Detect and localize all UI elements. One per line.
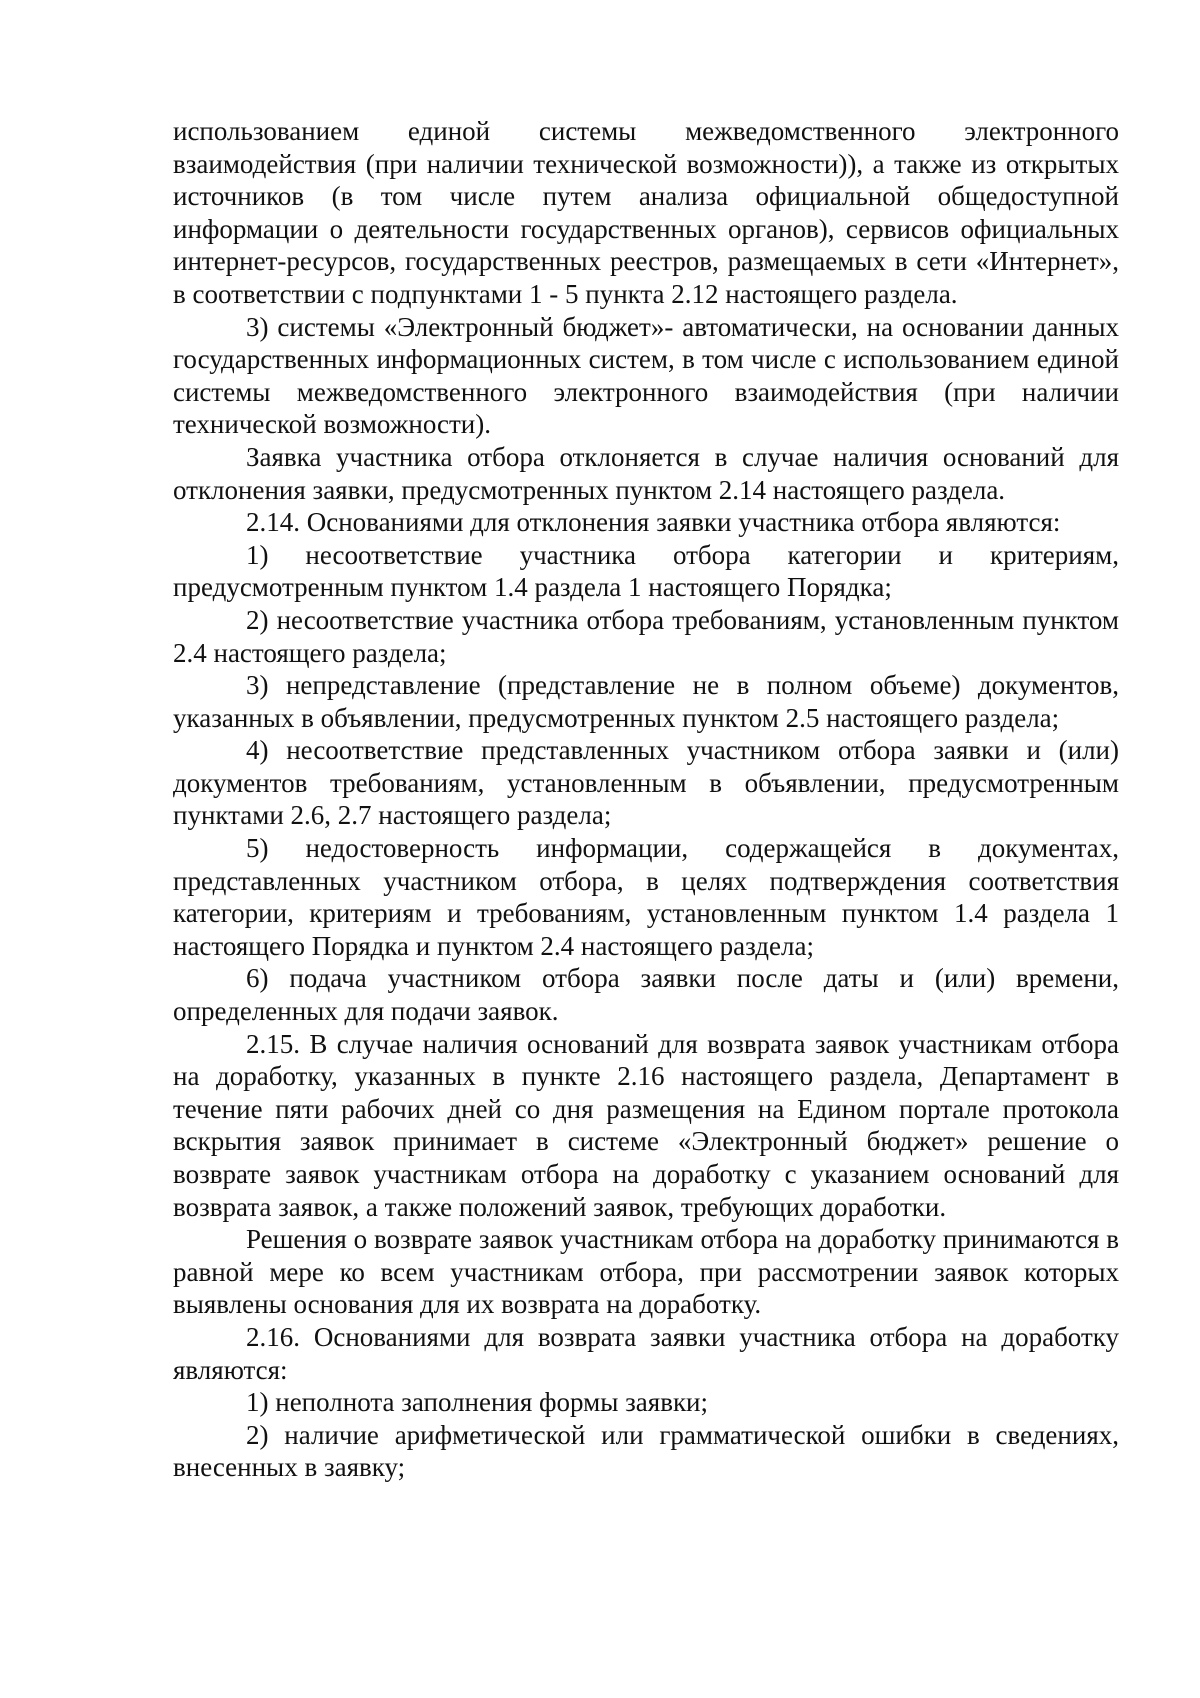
document-body <box>173 115 1119 1484</box>
paragraph-section-2-16: 2.16. Основаниями для возврата заявки участника отбора на доработку являются: <box>173 1321 1119 1385</box>
paragraph-2-16-item-1: 1) неполнота заполнения формы заявки; <box>246 1387 709 1418</box>
paragraph-continuation: использованием единой системы межведомственного электронного взаимодействия (при наличии технической возможности)), а также из открытых источников (в том числе путем анализа официальной общедоступной информации о деятельности государственных органов), сервисов официальных интернет-ресурсов, государственных реестров, размещаемых в сети «Интернет», в соответствии с подпунктами 1 - 5 пункта 2.12 настоящего раздела. <box>173 116 1119 309</box>
paragraph-section-2-15: 2.15. В случае наличия оснований для возврата заявок участникам отбора на доработку, указанных в пункте 2.16 настоящего раздела, Департамент в течение пяти рабочих дней со дня размещения на Едином портале протокола вскрытия заявок принимает в системе «Электронный бюджет» решение о возврате заявок участникам отбора на доработку с указанием оснований для возврата заявок, а также положений заявок, требующих доработки. <box>173 1028 1119 1222</box>
paragraph-section-2-14: 2.14. Основаниями для отклонения заявки участника отбора являются: <box>246 507 1061 538</box>
paragraph-2-14-item-1: 1) несоответствие участника отбора категории и критериям, предусмотренным пунктом 1.4 раздела 1 настоящего Порядка; <box>173 539 1119 603</box>
paragraph-rejection-note: Заявка участника отбора отклоняется в случае наличия оснований для отклонения заявки, предусмотренных пунктом 2.14 настоящего раздела. <box>173 441 1119 505</box>
paragraph-2-14-item-3: 3) непредставление (представление не в полном объеме) документов, указанных в объявлении, предусмотренных пунктом 2.5 настоящего раздела; <box>173 670 1119 733</box>
paragraph-item-electronic-budget: 3) системы «Электронный бюджет»- автоматически, на основании данных государственных информационных систем, в том числе с использованием единой системы межведомственного электронного взаимодействия (при наличии технической возможности). <box>173 311 1119 440</box>
paragraph-2-16-item-2: 2) наличие арифметической или грамматической ошибки в сведениях, внесенных в заявку; <box>173 1419 1119 1483</box>
paragraph-decisions: Решения о возврате заявок участникам отбора на доработку принимаются в равной мере ко всем участникам отбора, при рассмотрении заявок которых выявлены основания для их возврата на доработку. <box>173 1224 1119 1320</box>
paragraph-2-14-item-5: 5) недостоверность информации, содержащейся в документах, представленных участником отбора, в целях подтверждения соответствия категории, критериям и требованиям, установленным пунктом 1.4 раздела 1 настоящего Порядка и пунктом 2.4 настоящего раздела; <box>173 833 1119 961</box>
paragraph-2-14-item-4: 4) несоответствие представленных участником отбора заявки и (или) документов требованиям, установленным в объявлении, предусмотренным пунктами 2.6, 2.7 настоящего раздела; <box>173 735 1119 831</box>
paragraph-2-14-item-6: 6) подача участником отбора заявки после даты и (или) времени, определенных для подачи заявок. <box>173 963 1119 1027</box>
paragraph-2-14-item-2: 2) несоответствие участника отбора требованиям, установленным пунктом 2.4 настоящего раздела; <box>173 604 1119 668</box>
